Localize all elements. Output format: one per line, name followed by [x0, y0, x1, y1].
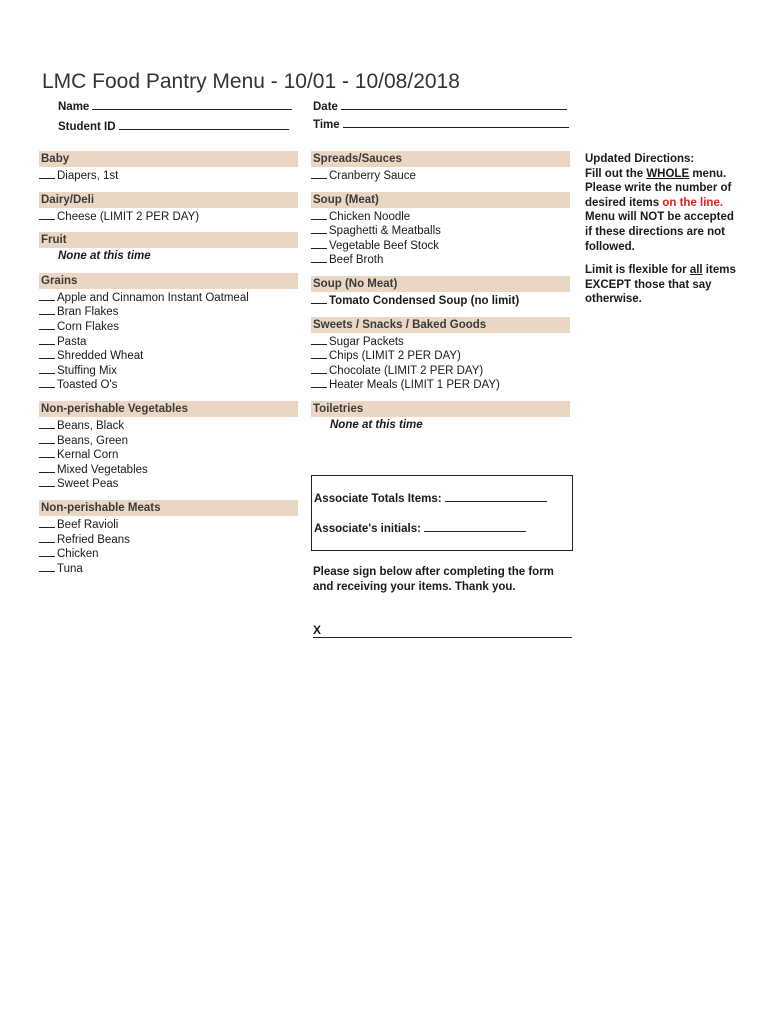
quantity-blank[interactable]	[311, 293, 327, 304]
item-label: Shredded Wheat	[57, 350, 144, 363]
menu-item	[39, 476, 298, 491]
menu-item	[39, 304, 298, 319]
quantity-blank[interactable]	[39, 476, 55, 487]
section-heading: Soup (Meat)	[311, 192, 570, 208]
menu-item	[311, 238, 570, 253]
quantity-blank[interactable]	[311, 348, 327, 359]
quantity-blank[interactable]	[39, 304, 55, 315]
directions-title: Updated Directions:	[585, 153, 695, 165]
menu-item	[39, 377, 298, 392]
menu-item	[39, 462, 298, 477]
quantity-blank[interactable]	[39, 447, 55, 458]
directions-text: followed.	[585, 240, 635, 253]
quantity-blank[interactable]	[39, 418, 55, 429]
section-heading: Baby	[39, 151, 298, 167]
menu-section	[311, 317, 570, 392]
section-heading: Toiletries	[311, 401, 570, 417]
item-label: Chicken	[57, 548, 99, 561]
item-label: Cranberry Sauce	[329, 170, 416, 182]
directions-text: Please write the number of	[585, 182, 732, 195]
menu-item	[311, 209, 570, 224]
time-field[interactable]	[313, 116, 569, 131]
quantity-blank[interactable]	[311, 168, 327, 179]
menu-item	[311, 348, 570, 363]
quantity-blank[interactable]	[39, 532, 55, 543]
signature-line[interactable]	[313, 623, 572, 638]
item-label: Corn Flakes	[57, 320, 119, 333]
quantity-blank[interactable]	[39, 290, 55, 301]
item-label: Chips (LIMIT 2 PER DAY)	[329, 350, 461, 363]
menu-item	[311, 252, 570, 267]
menu-section	[39, 500, 298, 575]
menu-section	[39, 273, 298, 392]
student-id-label: Student ID	[58, 121, 116, 133]
menu-item	[311, 223, 570, 238]
menu-section	[39, 401, 298, 491]
menu-item	[39, 363, 298, 378]
item-label: Beans, Black	[57, 419, 125, 432]
section-heading: Non-perishable Vegetables	[39, 401, 298, 417]
date-field[interactable]	[313, 98, 567, 113]
sign-instructions: Please sign below after completing the form and receiving your items. Thank you.	[313, 566, 554, 593]
none-available-text: None at this time	[58, 250, 151, 263]
section-heading: Sweets / Snacks / Baked Goods	[311, 317, 570, 333]
left-column	[39, 151, 298, 584]
item-label: Spaghetti & Meatballs	[329, 225, 441, 238]
item-label: Sugar Packets	[329, 335, 404, 348]
section-heading: Non-perishable Meats	[39, 500, 298, 516]
quantity-blank[interactable]	[311, 377, 327, 388]
menu-item	[39, 290, 298, 305]
page-title: LMC Food Pantry Menu - 10/01 - 10/08/2018	[42, 70, 460, 93]
item-label: Pasta	[57, 335, 87, 348]
quantity-blank[interactable]	[39, 319, 55, 330]
quantity-blank[interactable]	[39, 561, 55, 572]
menu-item	[39, 348, 298, 363]
date-label: Date	[313, 101, 338, 113]
item-label: Tuna	[57, 562, 83, 575]
directions-text: menu.	[689, 167, 727, 180]
associate-initials-label: Associate's initials:	[314, 523, 421, 535]
signature-x: X	[313, 623, 322, 637]
quantity-blank[interactable]	[311, 252, 327, 263]
quantity-blank[interactable]	[311, 363, 327, 374]
limit-text: otherwise.	[585, 293, 642, 306]
item-label: Tomato Condensed Soup (no limit)	[329, 294, 520, 307]
limit-emphasis: all	[689, 264, 703, 277]
quantity-blank[interactable]	[39, 209, 55, 220]
directions-text: Menu will NOT be accepted	[585, 211, 734, 224]
item-label: Beef Broth	[329, 254, 384, 267]
directions-text: if these directions are not	[585, 225, 725, 238]
item-label: Stuffing Mix	[57, 364, 117, 377]
name-label: Name	[58, 101, 90, 113]
directions-highlight: on the line.	[662, 196, 724, 209]
section-heading: Spreads/Sauces	[311, 151, 570, 167]
name-field[interactable]	[58, 98, 292, 113]
quantity-blank[interactable]	[39, 517, 55, 528]
menu-section	[39, 151, 298, 183]
menu-item	[39, 561, 298, 576]
menu-item	[311, 363, 570, 378]
item-label: Cheese (LIMIT 2 PER DAY)	[57, 210, 200, 223]
menu-section	[311, 151, 570, 183]
associate-box	[311, 475, 573, 551]
menu-section	[39, 192, 298, 224]
menu-item	[39, 532, 298, 547]
menu-item	[311, 377, 570, 392]
section-heading: Fruit	[39, 232, 298, 248]
directions	[585, 152, 745, 316]
menu-item	[39, 447, 298, 462]
quantity-blank[interactable]	[39, 377, 55, 388]
menu-item	[311, 168, 570, 183]
menu-item	[39, 433, 298, 448]
limit-text: Limit is flexible for	[585, 264, 690, 277]
item-label: Apple and Cinnamon Instant Oatmeal	[57, 291, 249, 304]
item-label: Mixed Vegetables	[57, 463, 148, 476]
menu-section	[311, 276, 570, 308]
section-heading: Grains	[39, 273, 298, 289]
none-available-text: None at this time	[330, 418, 423, 431]
item-label: Chocolate (LIMIT 2 PER DAY)	[329, 364, 484, 377]
associate-totals-field[interactable]	[314, 490, 547, 505]
quantity-blank[interactable]	[39, 168, 55, 179]
menu-item	[39, 319, 298, 334]
item-label: Toasted O's	[57, 379, 118, 392]
time-label: Time	[313, 119, 340, 131]
student-id-field[interactable]	[58, 118, 289, 133]
menu-item	[39, 546, 298, 561]
menu-item	[39, 418, 298, 433]
item-label: Beef Ravioli	[57, 518, 119, 531]
middle-column	[311, 151, 570, 442]
quantity-blank[interactable]	[39, 334, 55, 345]
menu-section	[39, 232, 298, 264]
directions-text: Fill out the	[585, 167, 647, 180]
directions-text: desired items	[585, 196, 663, 209]
item-label: Kernal Corn	[57, 449, 119, 462]
limit-text: EXCEPT those that say	[585, 278, 712, 291]
item-label: Refried Beans	[57, 533, 130, 546]
quantity-blank[interactable]	[311, 334, 327, 345]
menu-item	[39, 168, 298, 183]
section-heading: Soup (No Meat)	[311, 276, 570, 292]
menu-item	[39, 334, 298, 349]
item-label: Beans, Green	[57, 434, 128, 447]
item-label: Bran Flakes	[57, 306, 119, 319]
quantity-blank[interactable]	[311, 223, 327, 234]
limit-text: items	[702, 264, 736, 277]
section-heading: Dairy/Deli	[39, 192, 298, 208]
item-label: Heater Meals (LIMIT 1 PER DAY)	[329, 379, 500, 392]
item-label: Vegetable Beef Stock	[329, 239, 439, 252]
quantity-blank[interactable]	[311, 238, 327, 249]
associate-totals-label: Associate Totals Items:	[314, 493, 442, 505]
quantity-blank[interactable]	[39, 348, 55, 359]
quantity-blank[interactable]	[311, 209, 327, 220]
menu-section	[311, 192, 570, 267]
quantity-blank[interactable]	[39, 462, 55, 473]
menu-section	[311, 401, 570, 433]
menu-item	[311, 293, 570, 308]
associate-initials-field[interactable]	[314, 520, 526, 535]
item-label: Chicken Noodle	[329, 210, 411, 223]
item-label: Diapers, 1st	[57, 170, 119, 182]
menu-item	[39, 517, 298, 532]
quantity-blank[interactable]	[39, 433, 55, 444]
directions-emphasis: WHOLE	[646, 167, 690, 180]
menu-item	[311, 334, 570, 349]
menu-item	[39, 209, 298, 224]
quantity-blank[interactable]	[39, 546, 55, 557]
item-label: Sweet Peas	[57, 478, 119, 491]
quantity-blank[interactable]	[39, 363, 55, 374]
